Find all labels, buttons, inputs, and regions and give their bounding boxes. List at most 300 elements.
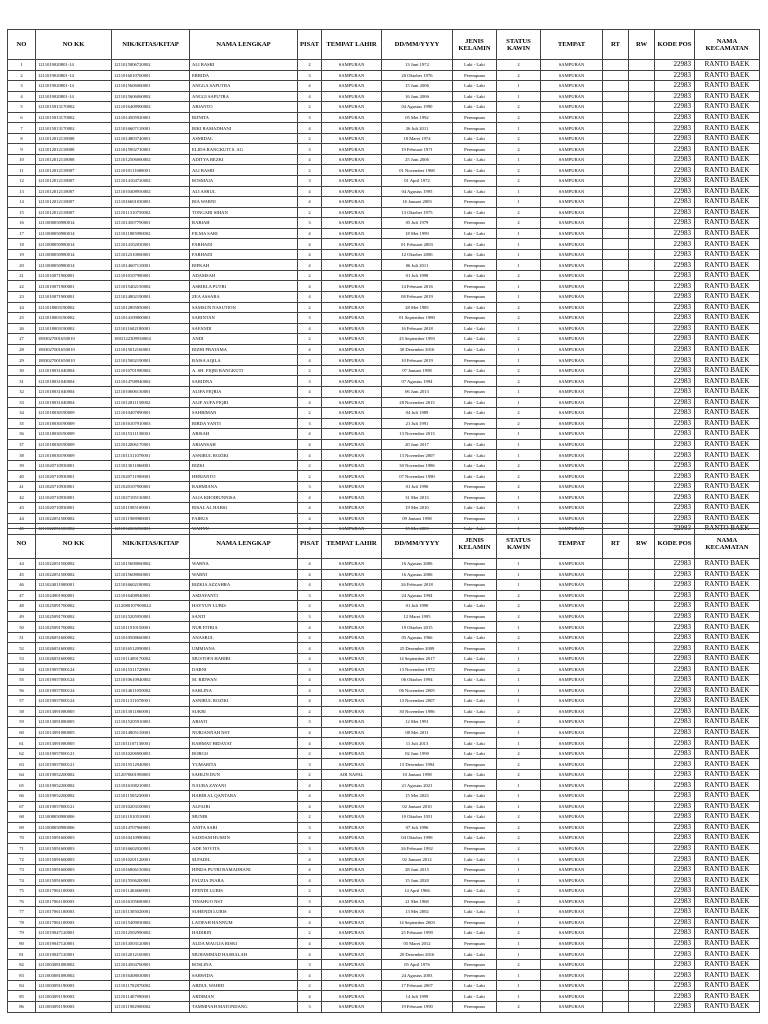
cell-nik: 1211020711900001 bbox=[112, 471, 190, 482]
cell-no: 78 bbox=[8, 917, 36, 928]
cell-tanggal-lahir: 20 Oktober 1976 bbox=[382, 70, 453, 81]
cell-status-kawin: 2 bbox=[497, 601, 541, 612]
cell-no: 44 bbox=[8, 513, 36, 524]
cell-rw bbox=[629, 133, 655, 144]
cell-tempat-lahir: SAMPURAN bbox=[322, 270, 382, 281]
cell-rt bbox=[603, 854, 629, 865]
cell-kecamatan: RANTO BAEK bbox=[695, 1001, 760, 1012]
cell-no-kk: 1211017061100003 bbox=[36, 896, 112, 907]
cell-kecamatan: RANTO BAEK bbox=[695, 313, 760, 324]
cell-jenis-kelamin: Perempuan bbox=[453, 292, 497, 303]
cell-nama: ARISAH bbox=[190, 429, 298, 440]
cell-no-kk: 1803027001650010 bbox=[36, 355, 112, 366]
cell-jenis-kelamin: Laki - Laki bbox=[453, 408, 497, 419]
cell-kode-pos: 22983 bbox=[655, 355, 695, 366]
cell-rt bbox=[603, 344, 629, 355]
cell-nik: 1211011407990001 bbox=[112, 991, 190, 1002]
cell-nama: RIFKAH bbox=[190, 260, 298, 271]
cell-tempat-lahir: SAMPURAN bbox=[322, 502, 382, 513]
cell-tempat-lahir: SAMPURAN bbox=[322, 917, 382, 928]
cell-rw bbox=[629, 801, 655, 812]
cell-tempat: SAMPURAN bbox=[541, 991, 603, 1002]
cell-kode-pos: 22983 bbox=[655, 653, 695, 664]
cell-rt bbox=[603, 270, 629, 281]
cell-kecamatan: RANTO BAEK bbox=[695, 769, 760, 780]
cell-tempat-lahir: SAMPURAN bbox=[322, 907, 382, 918]
cell-no: 69 bbox=[8, 822, 36, 833]
cell-no-kk: 1211019057000124 bbox=[36, 696, 112, 707]
cell-status-kawin: 2 bbox=[497, 664, 541, 675]
cell-kecamatan: RANTO BAEK bbox=[695, 418, 760, 429]
cell-tanggal-lahir: 01 September 1980 bbox=[382, 313, 453, 324]
cell-no-kk: 1211015091600003 bbox=[36, 875, 112, 886]
cell-no: 51 bbox=[8, 632, 36, 643]
cell-tanggal-lahir: 15 Desember 1994 bbox=[382, 759, 453, 770]
cell-status-kawin: 2 bbox=[497, 885, 541, 896]
cell-nik: 1211010407890001 bbox=[112, 408, 190, 419]
cell-rt bbox=[603, 313, 629, 324]
cell-no-kk: 1211020710930001 bbox=[36, 460, 112, 471]
cell-no: 25 bbox=[8, 313, 36, 324]
cell-rt bbox=[603, 123, 629, 134]
cell-rt bbox=[603, 439, 629, 450]
cell-pisat: 3 bbox=[298, 664, 322, 675]
cell-tempat-lahir: SAMPURAN bbox=[322, 622, 382, 633]
cell-no: 36 bbox=[8, 429, 36, 440]
cell-kode-pos: 22983 bbox=[655, 112, 695, 123]
cell-rw bbox=[629, 970, 655, 981]
cell-nama: DARNI bbox=[190, 664, 298, 675]
cell-rt bbox=[603, 281, 629, 292]
cell-tempat-lahir: SAMPURAN bbox=[322, 601, 382, 612]
cell-kecamatan: RANTO BAEK bbox=[695, 239, 760, 250]
cell-kecamatan: RANTO BAEK bbox=[695, 344, 760, 355]
cell-rt bbox=[603, 738, 629, 749]
cell-rw bbox=[629, 270, 655, 281]
cell-tempat-lahir: SAMPURAN bbox=[322, 323, 382, 334]
cell-pisat: 4 bbox=[298, 696, 322, 707]
cell-tempat: SAMPURAN bbox=[541, 822, 603, 833]
cell-tanggal-lahir: 15 Juni 2006 bbox=[382, 81, 453, 92]
cell-tempat: SAMPURAN bbox=[541, 601, 603, 612]
cell-status-kawin: 2 bbox=[497, 471, 541, 482]
cell-no-kk: 1211018030190009 bbox=[36, 418, 112, 429]
cell-tempat-lahir: SAMPURAN bbox=[322, 408, 382, 419]
header-no: NO bbox=[8, 30, 36, 60]
cell-rw bbox=[629, 112, 655, 123]
cell-pisat: 2 bbox=[298, 706, 322, 717]
table-row bbox=[8, 959, 760, 970]
cell-jenis-kelamin: Laki - Laki bbox=[453, 91, 497, 102]
cell-no-kk: 1211019020801‑14 bbox=[36, 81, 112, 92]
cell-rt bbox=[603, 653, 629, 664]
cell-rt bbox=[603, 1001, 629, 1012]
cell-tanggal-lahir: 26 Februari 1992 bbox=[382, 843, 453, 854]
cell-tempat: SAMPURAN bbox=[541, 471, 603, 482]
cell-kecamatan: RANTO BAEK bbox=[695, 176, 760, 187]
header-rt: RT bbox=[603, 529, 629, 559]
cell-nama: ANDI bbox=[190, 334, 298, 345]
cell-tempat: SAMPURAN bbox=[541, 896, 603, 907]
cell-no-kk: 1211024901900001 bbox=[36, 590, 112, 601]
cell-rw bbox=[629, 696, 655, 707]
cell-kecamatan: RANTO BAEK bbox=[695, 875, 760, 886]
cell-jenis-kelamin: Laki - Laki bbox=[453, 653, 497, 664]
cell-tanggal-lahir: 13 Juni 1972 bbox=[382, 60, 453, 71]
cell-tempat: SAMPURAN bbox=[541, 197, 603, 208]
cell-tempat-lahir: SAMPURAN bbox=[322, 91, 382, 102]
cell-no: 38 bbox=[8, 450, 36, 461]
cell-kecamatan: RANTO BAEK bbox=[695, 249, 760, 260]
cell-tempat-lahir: SAMPURAN bbox=[322, 112, 382, 123]
cell-tanggal-lahir: 13 November 2007 bbox=[382, 450, 453, 461]
cell-nik: 1211014507790001 bbox=[112, 218, 190, 229]
cell-pisat: 4 bbox=[298, 292, 322, 303]
cell-tempat: SAMPURAN bbox=[541, 502, 603, 513]
cell-rt bbox=[603, 408, 629, 419]
cell-no-kk: 1211019057000121 bbox=[36, 748, 112, 759]
cell-kode-pos: 22983 bbox=[655, 696, 695, 707]
cell-kecamatan: RANTO BAEK bbox=[695, 801, 760, 812]
cell-kecamatan: RANTO BAEK bbox=[695, 822, 760, 833]
cell-pisat: 4 bbox=[298, 801, 322, 812]
cell-no: 71 bbox=[8, 843, 36, 854]
table-row bbox=[8, 885, 760, 896]
cell-nik: 1211011404660001 bbox=[112, 885, 190, 896]
cell-rt bbox=[603, 302, 629, 313]
cell-pisat: 4 bbox=[298, 559, 322, 570]
cell-no-kk: 1211022051500002 bbox=[36, 524, 112, 535]
cell-kode-pos: 22983 bbox=[655, 928, 695, 939]
cell-nama: RAHMAT HIDAYAT bbox=[190, 738, 298, 749]
cell-nama: ANITA SARI bbox=[190, 822, 298, 833]
table-row bbox=[8, 292, 760, 303]
cell-status-kawin: 1 bbox=[497, 980, 541, 991]
cell-tempat: SAMPURAN bbox=[541, 769, 603, 780]
cell-nik: 1211014504760001 bbox=[112, 959, 190, 970]
cell-pisat: 3 bbox=[298, 481, 322, 492]
cell-tempat-lahir: SAMPURAN bbox=[322, 611, 382, 622]
cell-no-kk: 1211018030190009 bbox=[36, 408, 112, 419]
cell-no: 37 bbox=[8, 439, 36, 450]
cell-status-kawin: 1 bbox=[497, 854, 541, 865]
cell-kode-pos: 22983 bbox=[655, 450, 695, 461]
cell-rt bbox=[603, 875, 629, 886]
cell-kode-pos: 22983 bbox=[655, 154, 695, 165]
cell-rt bbox=[603, 460, 629, 471]
cell-nama: ASDAYANTI bbox=[190, 590, 298, 601]
cell-tempat: SAMPURAN bbox=[541, 717, 603, 728]
cell-status-kawin: 1 bbox=[497, 569, 541, 580]
cell-pisat: 4 bbox=[298, 569, 322, 580]
cell-rt bbox=[603, 260, 629, 271]
cell-jenis-kelamin: Perempuan bbox=[453, 218, 497, 229]
cell-pisat: 3 bbox=[298, 759, 322, 770]
cell-nama: FARHADI bbox=[190, 249, 298, 260]
cell-no-kk: 1211022051500002 bbox=[36, 513, 112, 524]
table-row bbox=[8, 801, 760, 812]
cell-kecamatan: RANTO BAEK bbox=[695, 970, 760, 981]
cell-kecamatan: RANTO BAEK bbox=[695, 601, 760, 612]
cell-no: 11 bbox=[8, 165, 36, 176]
cell-rw bbox=[629, 176, 655, 187]
cell-status-kawin: 1 bbox=[497, 292, 541, 303]
cell-tempat: SAMPURAN bbox=[541, 685, 603, 696]
cell-tempat: SAMPURAN bbox=[541, 622, 603, 633]
cell-tanggal-lahir: 01 Februari 2003 bbox=[382, 239, 453, 250]
cell-nama: ARIANSAH bbox=[190, 439, 298, 450]
cell-status-kawin: 1 bbox=[497, 524, 541, 535]
table-row bbox=[8, 980, 760, 991]
cell-no-kk: 1211010071900001 bbox=[36, 270, 112, 281]
cell-no-kk: 1211025091700002 bbox=[36, 622, 112, 633]
table-row bbox=[8, 218, 760, 229]
cell-rw bbox=[629, 653, 655, 664]
header-no-kk: NO KK bbox=[36, 30, 112, 60]
cell-tanggal-lahir: 02 Januari 2012 bbox=[382, 854, 453, 865]
cell-no: 28 bbox=[8, 344, 36, 355]
cell-status-kawin: 2 bbox=[497, 706, 541, 717]
cell-tempat: SAMPURAN bbox=[541, 875, 603, 886]
cell-tempat: SAMPURAN bbox=[541, 450, 603, 461]
cell-nik: 1211012006170001 bbox=[112, 439, 190, 450]
table-row bbox=[8, 386, 760, 397]
cell-nik: 1211012310060001 bbox=[112, 249, 190, 260]
cell-rw bbox=[629, 959, 655, 970]
cell-nama: FAIRUS bbox=[190, 513, 298, 524]
cell-nama: ARIANTO bbox=[190, 102, 298, 113]
cell-status-kawin: 1 bbox=[497, 91, 541, 102]
cell-no-kk: 1803027001650010 bbox=[36, 334, 112, 345]
cell-no-kk: 1211019057000121 bbox=[36, 801, 112, 812]
cell-tempat: SAMPURAN bbox=[541, 334, 603, 345]
cell-rt bbox=[603, 355, 629, 366]
cell-no-kk: 1211018031040004 bbox=[36, 397, 112, 408]
cell-nama: MUHAMMAD HASBALAH bbox=[190, 949, 298, 960]
table-row bbox=[8, 696, 760, 707]
cell-rw bbox=[629, 471, 655, 482]
cell-rt bbox=[603, 843, 629, 854]
cell-nik: 1803122309930004 bbox=[112, 334, 190, 345]
header-nik: NIK/KITAS/KITAP bbox=[112, 30, 190, 60]
header-no-kk: NO KK bbox=[36, 529, 112, 559]
cell-kode-pos: 22983 bbox=[655, 780, 695, 791]
cell-rt bbox=[603, 218, 629, 229]
cell-rt bbox=[603, 559, 629, 570]
cell-jenis-kelamin: Laki - Laki bbox=[453, 801, 497, 812]
cell-no: 2 bbox=[8, 70, 36, 81]
cell-kecamatan: RANTO BAEK bbox=[695, 386, 760, 397]
cell-pisat: 4 bbox=[298, 938, 322, 949]
cell-jenis-kelamin: Perempuan bbox=[453, 176, 497, 187]
cell-tanggal-lahir: 05 April 1976 bbox=[382, 959, 453, 970]
cell-no: 77 bbox=[8, 907, 36, 918]
cell-nik: 1211011805990002 bbox=[112, 228, 190, 239]
cell-kode-pos: 22983 bbox=[655, 197, 695, 208]
cell-no: 54 bbox=[8, 664, 36, 675]
table-row bbox=[8, 481, 760, 492]
cell-rt bbox=[603, 376, 629, 387]
cell-kecamatan: RANTO BAEK bbox=[695, 218, 760, 229]
cell-rt bbox=[603, 471, 629, 482]
cell-tempat-lahir: SAMPURAN bbox=[322, 949, 382, 960]
cell-no: 21 bbox=[8, 270, 36, 281]
cell-tempat-lahir: SAMPURAN bbox=[322, 791, 382, 802]
cell-pisat: 4 bbox=[298, 439, 322, 450]
cell-status-kawin: 2 bbox=[497, 717, 541, 728]
cell-pisat: 3 bbox=[298, 313, 322, 324]
cell-no: 83 bbox=[8, 970, 36, 981]
cell-kode-pos: 22983 bbox=[655, 133, 695, 144]
cell-status-kawin: 1 bbox=[497, 513, 541, 524]
cell-tempat-lahir: SAMPURAN bbox=[322, 580, 382, 591]
cell-tempat-lahir: SAMPURAN bbox=[322, 239, 382, 250]
table-row bbox=[8, 123, 760, 134]
cell-rw bbox=[629, 675, 655, 686]
cell-kecamatan: RANTO BAEK bbox=[695, 281, 760, 292]
cell-tempat-lahir: SAMPURAN bbox=[322, 738, 382, 749]
cell-kode-pos: 22983 bbox=[655, 991, 695, 1002]
cell-no: 33 bbox=[8, 397, 36, 408]
cell-status-kawin: 2 bbox=[497, 959, 541, 970]
cell-jenis-kelamin: Perempuan bbox=[453, 664, 497, 675]
cell-tempat-lahir: AIR NAPAL bbox=[322, 769, 382, 780]
cell-tanggal-lahir: 07 Juli 1996 bbox=[382, 822, 453, 833]
cell-tempat: SAMPURAN bbox=[541, 81, 603, 92]
cell-kode-pos: 22983 bbox=[655, 907, 695, 918]
cell-kecamatan: RANTO BAEK bbox=[695, 81, 760, 92]
cell-nama: RABIAH bbox=[190, 218, 298, 229]
cell-tempat-lahir: SAMPURAN bbox=[322, 176, 382, 187]
cell-jenis-kelamin: Perempuan bbox=[453, 481, 497, 492]
cell-kecamatan: RANTO BAEK bbox=[695, 685, 760, 696]
cell-no: 43 bbox=[8, 502, 36, 513]
table-row bbox=[8, 769, 760, 780]
cell-no-kk: 1211018031040004 bbox=[36, 386, 112, 397]
cell-rw bbox=[629, 386, 655, 397]
cell-no: 86 bbox=[8, 1001, 36, 1012]
cell-status-kawin: 1 bbox=[497, 580, 541, 591]
cell-nama: RISAL AL HABSI bbox=[190, 502, 298, 513]
cell-pisat: 2 bbox=[298, 408, 322, 419]
cell-jenis-kelamin: Perempuan bbox=[453, 780, 497, 791]
cell-tempat-lahir: SAMPURAN bbox=[322, 123, 382, 134]
cell-pisat: 4 bbox=[298, 875, 322, 886]
cell-no-kk: 1211015091600003 bbox=[36, 843, 112, 854]
cell-kode-pos: 22983 bbox=[655, 601, 695, 612]
cell-tanggal-lahir: 21 Agustus 2021 bbox=[382, 780, 453, 791]
cell-pisat: 4 bbox=[298, 622, 322, 633]
cell-rt bbox=[603, 601, 629, 612]
cell-jenis-kelamin: Perempuan bbox=[453, 622, 497, 633]
cell-tempat-lahir: SAMPURAN bbox=[322, 643, 382, 654]
cell-status-kawin: 2 bbox=[497, 112, 541, 123]
cell-no-kk: 1211026051600002 bbox=[36, 632, 112, 643]
cell-nama: RIZKIA AZZAHRA bbox=[190, 580, 298, 591]
cell-rw bbox=[629, 622, 655, 633]
cell-no-kk: 1211012012118007 bbox=[36, 176, 112, 187]
cell-kode-pos: 22983 bbox=[655, 313, 695, 324]
cell-no-kk: 1211003091190003 bbox=[36, 1001, 112, 1012]
cell-nama: RIA WARNI bbox=[190, 197, 298, 208]
cell-kode-pos: 22983 bbox=[655, 81, 695, 92]
cell-rt bbox=[603, 664, 629, 675]
cell-kecamatan: RANTO BAEK bbox=[695, 706, 760, 717]
cell-nama: ABDUL WAHID bbox=[190, 980, 298, 991]
cell-nama: SUKRI bbox=[190, 706, 298, 717]
cell-rt bbox=[603, 418, 629, 429]
cell-rw bbox=[629, 1001, 655, 1012]
cell-kecamatan: RANTO BAEK bbox=[695, 917, 760, 928]
cell-tempat: SAMPURAN bbox=[541, 643, 603, 654]
cell-nik: 1211015902710001 bbox=[112, 144, 190, 155]
cell-tempat-lahir: SAMPURAN bbox=[322, 843, 382, 854]
cell-status-kawin: 1 bbox=[497, 502, 541, 513]
cell-tempat: SAMPURAN bbox=[541, 791, 603, 802]
cell-pisat: 4 bbox=[298, 675, 322, 686]
cell-nik: 1211015012160001 bbox=[112, 344, 190, 355]
cell-tempat-lahir: SAMPURAN bbox=[322, 228, 382, 239]
cell-tempat-lahir: SAMPURAN bbox=[322, 559, 382, 570]
cell-pisat: 2 bbox=[298, 471, 322, 482]
cell-jenis-kelamin: Perempuan bbox=[453, 959, 497, 970]
cell-no-kk: 1211012012118007 bbox=[36, 197, 112, 208]
cell-rt bbox=[603, 144, 629, 155]
cell-jenis-kelamin: Perempuan bbox=[453, 685, 497, 696]
cell-jenis-kelamin: Perempuan bbox=[453, 260, 497, 271]
cell-tanggal-lahir: 13 November 2013 bbox=[382, 429, 453, 440]
cell-nik: 1211016107910003 bbox=[112, 418, 190, 429]
cell-tanggal-lahir: 26 Juli 2011 bbox=[382, 123, 453, 134]
cell-rt bbox=[603, 239, 629, 250]
cell-no-kk: 1211012012118008 bbox=[36, 133, 112, 144]
cell-tempat: SAMPURAN bbox=[541, 281, 603, 292]
cell-status-kawin: 2 bbox=[497, 632, 541, 643]
cell-jenis-kelamin: Laki - Laki bbox=[453, 334, 497, 345]
cell-no-kk: 1211017061100003 bbox=[36, 885, 112, 896]
cell-rw bbox=[629, 896, 655, 907]
cell-status-kawin: 2 bbox=[497, 176, 541, 187]
cell-rw bbox=[629, 260, 655, 271]
cell-tanggal-lahir: 12 Oktober 2006 bbox=[382, 249, 453, 260]
cell-tempat: SAMPURAN bbox=[541, 207, 603, 218]
cell-jenis-kelamin: Perempuan bbox=[453, 759, 497, 770]
cell-tempat: SAMPURAN bbox=[541, 270, 603, 281]
cell-rt bbox=[603, 822, 629, 833]
cell-status-kawin: 2 bbox=[497, 759, 541, 770]
cell-tempat-lahir: SAMPURAN bbox=[322, 706, 382, 717]
cell-kecamatan: RANTO BAEK bbox=[695, 791, 760, 802]
cell-nama: SAMSUN NASUTION bbox=[190, 302, 298, 313]
cell-jenis-kelamin: Laki - Laki bbox=[453, 601, 497, 612]
cell-tanggal-lahir: 04 Agustus 1995 bbox=[382, 186, 453, 197]
cell-nama: SARIDNA bbox=[190, 376, 298, 387]
cell-rt bbox=[603, 450, 629, 461]
cell-jenis-kelamin: Perempuan bbox=[453, 643, 497, 654]
cell-rw bbox=[629, 123, 655, 134]
cell-kode-pos: 22983 bbox=[655, 917, 695, 928]
cell-rt bbox=[603, 885, 629, 896]
table-row bbox=[8, 239, 760, 250]
cell-no-kk: 1211019052200002 bbox=[36, 791, 112, 802]
cell-no-kk: 1211019052200002 bbox=[36, 780, 112, 791]
table-row bbox=[8, 780, 760, 791]
header-tempat-lahir: TEMPAT LAHIR bbox=[322, 529, 382, 559]
cell-kecamatan: RANTO BAEK bbox=[695, 590, 760, 601]
cell-kode-pos: 22983 bbox=[655, 418, 695, 429]
cell-kode-pos: 22983 bbox=[655, 344, 695, 355]
cell-pisat: 4 bbox=[298, 197, 322, 208]
